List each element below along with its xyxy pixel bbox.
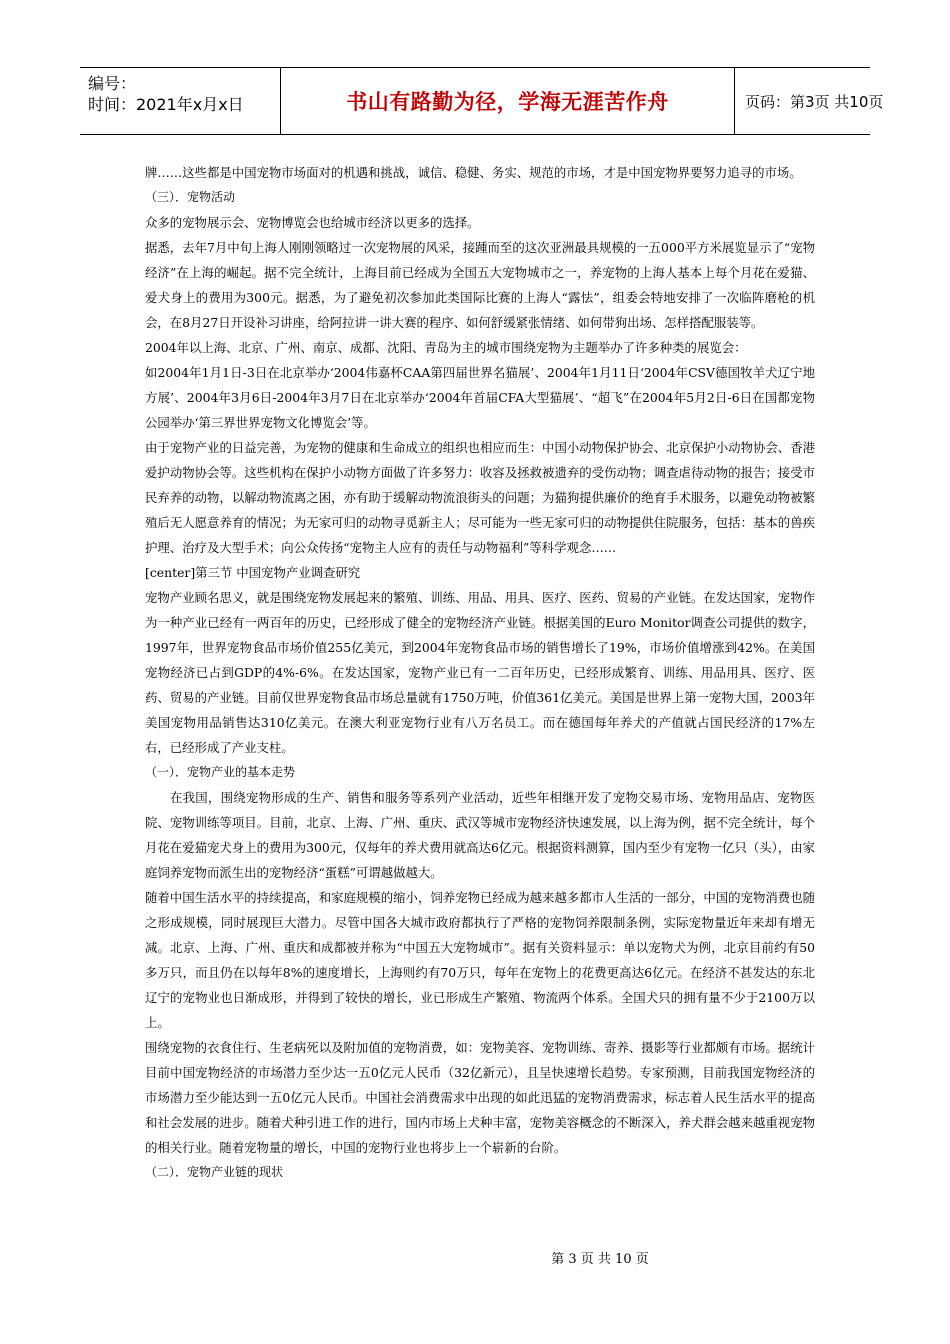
paragraph: 宠物产业顾名思义，就是围绕宠物发展起来的繁殖、训练、用品、用具、医疗、医药、贸易的产业链。在发达国家，宠物作为一种产业已经有一两百年的历史，已经形成了健全的宠物经济产业链。根据美国的Euro Monitor调查公司提供的数字，1997年，世界宠物食品市场价值255亿美元，到2004年宠物食品市场的销售增长了19%，市场价值增涨到42%。在美国宠物经济已占到GDP的4%-6%。在发达国家，宠物产业已有一二百年历史，已经形成繁育、训练、用品用具、医疗、医药、贸易的产业链。目前仅世界宠物食品市场总量就有1750万吨，价值361亿美元。美国是世界上第一宠物大国，2003年美国宠物用品销售达310亿美元。在澳大利亚宠物行业有八万名员工。而在德国每年养犬的产值就占国民经济的17%左右，已经形成了产业支柱。 — [145, 590, 815, 755]
document-number-label: 编号： — [88, 74, 137, 93]
paragraph: 牌……这些都是中国宠物市场面对的机遇和挑战，诚信、稳健、务实、规范的市场，才是中国宠物界要努力追寻的市场。 — [145, 165, 802, 180]
paragraph: 在我国，围绕宠物形成的生产、销售和服务等系列产业活动，近些年相继开发了宠物交易市场、宠物用品店、宠物医院、宠物训练等项目。目前，北京、上海、广州、重庆、武汉等城市宠物经济快速发展，以上海为例，据不完全统计，每个月花在爱猫宠犬身上的费用为300元，仅每年的养犬费用就高达6亿元。根据资料测算，国内至少有宠物一亿只（头），由家庭饲养宠物而派生出的宠物经济“蛋糕”可谓越做越大。 — [145, 790, 815, 880]
paragraph: 据悉，去年7月中旬上海人刚刚领略过一次宠物展的风采，接踵而至的这次亚洲最具规模的一五000平方米展览显示了“宠物经济”在上海的崛起。据不完全统计，上海目前已经成为全国五大宠物城市之一，养宠物的上海人基本上每个月花在爱猫、爱犬身上的费用为300元。据悉，为了避免初次参加此类国际比赛的上海人“露怯”，组委会特地安排了一次临阵磨枪的机会，在8月27日开设补习讲座，给阿拉讲一讲大赛的程序、如何舒缓紧张情绪、如何带狗出场、怎样搭配服装等。 — [145, 240, 815, 330]
page-footer: 第 3 页 共 10 页 — [551, 1252, 649, 1267]
header-page-info: 页码：第3页 共10页 — [745, 92, 884, 111]
page-header — [80, 67, 884, 135]
paragraph: 随着中国生活水平的持续提高，和家庭规模的缩小，饲养宠物已经成为越来越多都市人生活的一部分，中国的宠物消费也随之形成规模，同时展现巨大潜力。尽管中国各大城市政府都执行了严格的宠物饲养限制条例，实际宠物量近年来却有增无减。北京、上海、广州、重庆和成都被并称为“中国五大宠物城市”。据有关资料显示：单以宠物犬为例，北京目前约有50多万只，而且仍在以每年8%的速度增长，上海则约有70万只，每年在宠物上的花费更高达6亿元。在经济不甚发达的东北辽宁的宠物业也日渐成形，并得到了较快的增长，业已形成生产繁殖、物流两个体系。全国犬只的拥有量不少于2100万以上。 — [145, 890, 815, 1030]
header-meta — [80, 68, 280, 134]
header-motto: 书山有路勤为径，学海无涯苦作舟 — [280, 68, 735, 134]
paragraph: 2004年以上海、北京、广州、南京、成都、沈阳、青岛为主的城市围绕宠物为主题举办了许多种类的展览会： — [145, 340, 747, 355]
document-date-label: 时间：2021年x月x日 — [88, 95, 244, 114]
paragraph: 由于宠物产业的日益完善，为宠物的健康和生命成立的组织也相应而生：中国小动物保护协会、北京保护小动物协会、香港爱护动物协会等。这些机构在保护小动物方面做了许多努力：收容及拯救被遗弃的受伤动物；调查虐待动物的报告；接受市民弃养的动物，以解动物流离之困，亦有助于缓解动物流浪街头的问题；为猫狗提供廉价的绝育手术服务，以避免动物被繁殖后无人愿意养育的情况；为无家可归的动物寻觅新主人；尽可能为一些无家可归的动物提供住院服务，包括：基本的兽疾护理、治疗及大型手术；向公众传扬“宠物主人应有的责任与动物福利”等科学观念…… — [145, 440, 815, 555]
paragraph: 围绕宠物的衣食住行、生老病死以及附加值的宠物消费，如：宠物美容、宠物训练、寄养、摄影等行业都颇有市场。据统计目前中国宠物经济的市场潜力至少达一五0亿元人民币（32亿新元），且呈快速增长趋势。专家预测，目前我国宠物经济的市场潜力至少能达到一五0亿元人民币。中国社会消费需求中出现的如此迅猛的宠物消费需求，标志着人民生活水平的提高和社会发展的进步。随着犬种引进工作的进行，国内市场上犬种丰富，宠物美容概念的不断深入，养犬群会越来越重视宠物的相关行业。随着宠物量的增长，中国的宠物行业也将步上一个崭新的台阶。 — [145, 1040, 815, 1155]
section-heading: （二）．宠物产业链的现状 — [145, 1165, 284, 1179]
paragraph: 如2004年1月1日-3日在北京举办‘2004伟嘉杯CAA第四届世界名猫展’、2004年1月11日‘2004年CSV德国牧羊犬辽宁地方展’、2004年3月6日-2004年3月7日在北京举办‘2004年首届CFA大型猫展’、“超飞”在2004年5月2日-6日在国都宠物公园举办‘第三界世界宠物文化博览会’等。 — [145, 365, 815, 430]
paragraph: 众多的宠物展示会、宠物博览会也给城市经济以更多的选择。 — [145, 215, 480, 230]
section-heading: （一）．宠物产业的基本走势 — [145, 765, 296, 779]
document-body — [145, 160, 815, 1185]
section-heading: [center]第三节 中国宠物产业调查研究 — [145, 565, 361, 580]
section-heading: （三）．宠物活动 — [145, 190, 236, 204]
